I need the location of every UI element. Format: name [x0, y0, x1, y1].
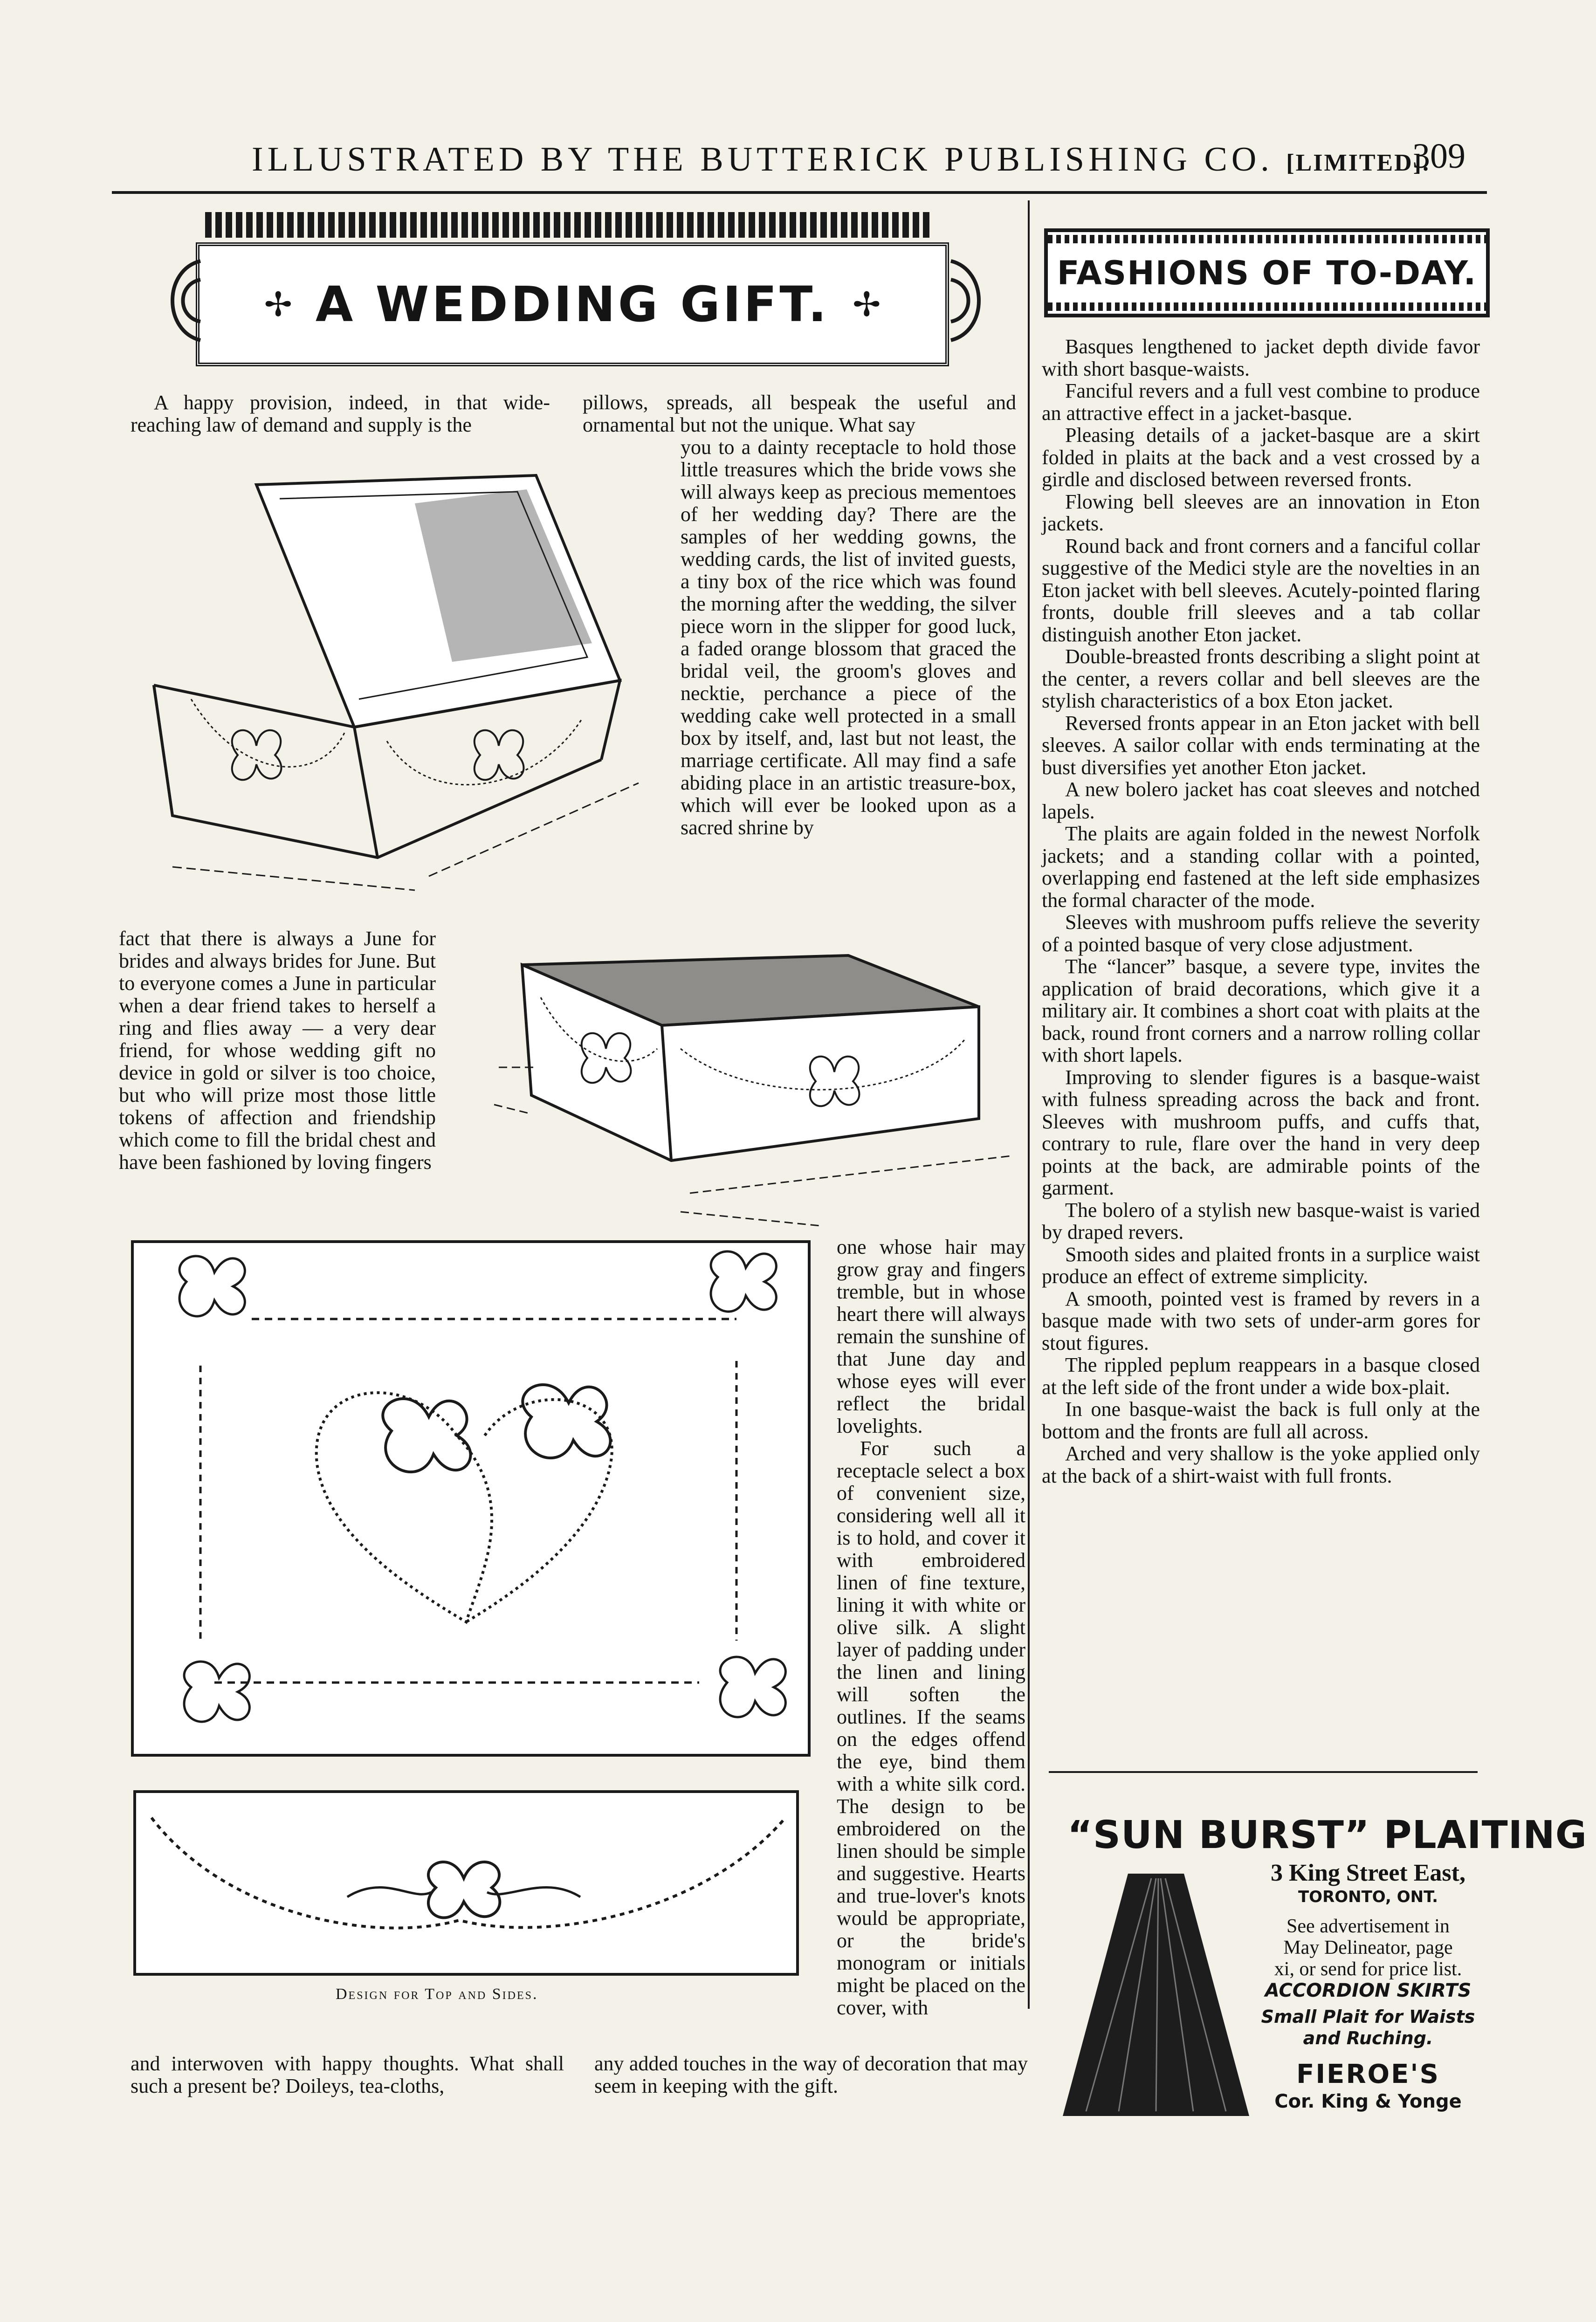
ad-title: “SUN BURST” PLAITING	[1067, 1813, 1588, 1857]
skirt-illustration	[1058, 1864, 1254, 2125]
design-caption: Design for Top and Sides.	[336, 1985, 538, 2003]
ad-address	[1259, 1860, 1478, 2112]
text-right-of-open-box: you to a dainty receptacle to hold those little treasures which the bride vows she will always keep as precious mementoes of her wedding day? There are the samples of her wedding gowns, the wedding cards, the list of invited guests, a tiny box of the rice which was found the morning after the wedding, the silver piece worn in the slipper for good luck, a faded orange blossom that graced the bridal veil, the groom's gloves and necktie, perchance a piece of the wedding cake well protected in a small box by itself, and, last but not least, the marriage certificate. All may find a safe abiding place in an artistic treasure-box, which will ever be looked upon as a sacred shrine by	[681, 436, 1016, 839]
ad-divider-rule	[1049, 1771, 1478, 1773]
fashion-paragraph: Double-breasted fronts describing a slight point at the center, a revers collar and bell sleeves are the stylish characteristics of a box Eton jacket.	[1042, 645, 1480, 712]
column-divider	[1028, 200, 1030, 2009]
fashion-paragraph: Improving to slender figures is a basque-waist with fulness spreading across the back and front. Sleeves with mushroom puffs, and cuffs that, contrary to rule, flare over the hand in very deep points at the back, are admirable points of the garment.	[1042, 1065, 1480, 1199]
fashions-title-dots-top	[1048, 235, 1486, 243]
intro-col2: pillows, spreads, all bespeak the useful and ornamental but not the unique. What say	[583, 391, 1016, 436]
intro-col1: A happy provision, indeed, in that wide-reaching law of demand and supply is the	[131, 391, 550, 436]
fashion-paragraph: Pleasing details of a jacket-basque are a skirt folded in plaits at the back and a vest crossed by a girdle and disclosed between reversed fronts.	[1042, 424, 1480, 491]
text-left-of-closed-box: fact that there is always a June for brides and always brides for June. But to everyone comes a June in particular when a dear friend takes to herself a ring and flies away — a very dear friend, for whose wedding gift no device in gold or silver is too choice, but who will prize most those little tokens of affection and friendship which come to fill the bridal chest and have been fashioned by loving fingers	[119, 927, 436, 1174]
title-box	[196, 242, 949, 366]
title-flourish-left	[154, 242, 205, 359]
fashion-paragraph: The “lancer” basque, a severe type, invites the application of braid decorations, which give it a military air. It combines a short coat with plaits at the back, round front corners and a narrow rolling collar with short lapels.	[1042, 955, 1480, 1066]
fashion-paragraph: Basques lengthened to jacket depth divide favor with short basque-waists.	[1042, 335, 1480, 380]
fashion-paragraph: Smooth sides and plaited fronts in a surplice waist produce an effect of extreme simplicity.	[1042, 1243, 1480, 1288]
fashion-paragraph: The plaits are again folded in the newest Norfolk jackets; and a standing collar with a pointed, overlapping end fastened at the left side emphasizes the formal character of the mode.	[1042, 822, 1480, 912]
fashions-column	[1042, 336, 1480, 1487]
fashion-paragraph: In one basque-waist the back is full only at the bottom and the fronts are full all across.	[1042, 1398, 1480, 1443]
fashions-title-dots-bottom	[1048, 302, 1486, 311]
running-title-limited: [LIMITED].	[1286, 150, 1431, 176]
article-title: A WEDDING GIFT.	[315, 276, 830, 333]
running-title: ILLUSTRATED BY THE BUTTERICK PUBLISHING CO.	[252, 140, 1273, 179]
fashion-paragraph: The bolero of a stylish new basque-waist is varied by draped revers.	[1042, 1198, 1480, 1243]
ad-small-2: and Ruching.	[1303, 2028, 1433, 2048]
ad-street: 3 King Street East,	[1271, 1860, 1465, 1886]
header-rule	[112, 191, 1487, 194]
closed-box-illustration	[494, 941, 1021, 1230]
title-border-top	[205, 212, 932, 238]
title-ornament-left: ✢	[264, 286, 292, 323]
title-flourish-right	[946, 242, 998, 359]
design-side-panel	[133, 1790, 799, 1976]
fashions-title: FASHIONS OF TO-DAY.	[1057, 254, 1477, 292]
ad-see-3: xi, or send for price list.	[1274, 1958, 1462, 1980]
running-header	[252, 140, 1430, 179]
text-right-of-designs: one whose hair may grow gray and fingers tremble, but in whose heart there will always remain the sunshine of that June day and whose eyes will ever reflect the bridal lovelights. For such a receptacle select a box of convenient size, considering well all it is to hold, and cover it with embroidered linen of fine texture, lining it with white or olive silk. A slight layer of padding under the linen and lining will soften the outlines. If the seams on the edges offend the eye, bind them with a white silk cord. The design to be embroidered on the linen should be simple and suggestive. Hearts and true-lover's knots would be appropriate, or the bride's monogram or initials might be placed on the cover, with	[837, 1236, 1025, 2019]
ad-see-2: May Delineator, page	[1283, 1937, 1453, 1958]
ad-see-1: See advertisement in	[1286, 1916, 1450, 1937]
open-box-illustration	[126, 457, 662, 904]
page-number: 309	[1412, 137, 1465, 176]
fashion-paragraph: Sleeves with mushroom puffs relieve the severity of a pointed basque of very close adjustment.	[1042, 911, 1480, 956]
design-top-panel	[131, 1240, 811, 1757]
ad-corner: Cor. King & Yonge	[1274, 2091, 1462, 2112]
fashion-paragraph: A smooth, pointed vest is framed by revers in a basque made with two sets of under-arm gores for stout figures.	[1042, 1287, 1480, 1354]
ad-firm: FIEROE'S	[1296, 2059, 1440, 2089]
fashion-paragraph: Flowing bell sleeves are an innovation in Eton jackets.	[1042, 490, 1480, 535]
fashions-title-box	[1044, 228, 1490, 317]
bottom-col1: and interwoven with happy thoughts. What shall such a present be? Doileys, tea-cloths,	[131, 2052, 564, 2097]
fashion-paragraph: Fanciful revers and a full vest combine to produce an attractive effect in a jacket-basque.	[1042, 379, 1480, 425]
title-ornament-right: ✢	[853, 286, 881, 323]
fashion-paragraph: Arched and very shallow is the yoke applied only at the back of a shirt-waist with full fronts.	[1042, 1442, 1480, 1487]
ad-city: TORONTO, ONT.	[1298, 1888, 1438, 1906]
fashion-paragraph: A new bolero jacket has coat sleeves and notched lapels.	[1042, 778, 1480, 823]
fashion-paragraph: Round back and front corners and a fanciful collar suggestive of the Medici style are the novelties in an Eton jacket with bell sleeves. Acutely-pointed flaring fronts, double frill sleeves and a tab collar distinguish another Eton jacket.	[1042, 534, 1480, 646]
bottom-col2: any added touches in the way of decoration that may seem in keeping with the gift.	[594, 2052, 1028, 2097]
fashion-paragraph: The rippled peplum reappears in a basque closed at the left side of the front under a wide box-plait.	[1042, 1353, 1480, 1399]
fashion-paragraph: Reversed fronts appear in an Eton jacket with bell sleeves. A sailor collar with ends terminating at the bust diversifies yet another Eton jacket.	[1042, 711, 1480, 779]
ad-small-1: Small Plait for Waists	[1261, 2006, 1475, 2027]
ad-accordion: ACCORDION SKIRTS	[1265, 1980, 1472, 2001]
